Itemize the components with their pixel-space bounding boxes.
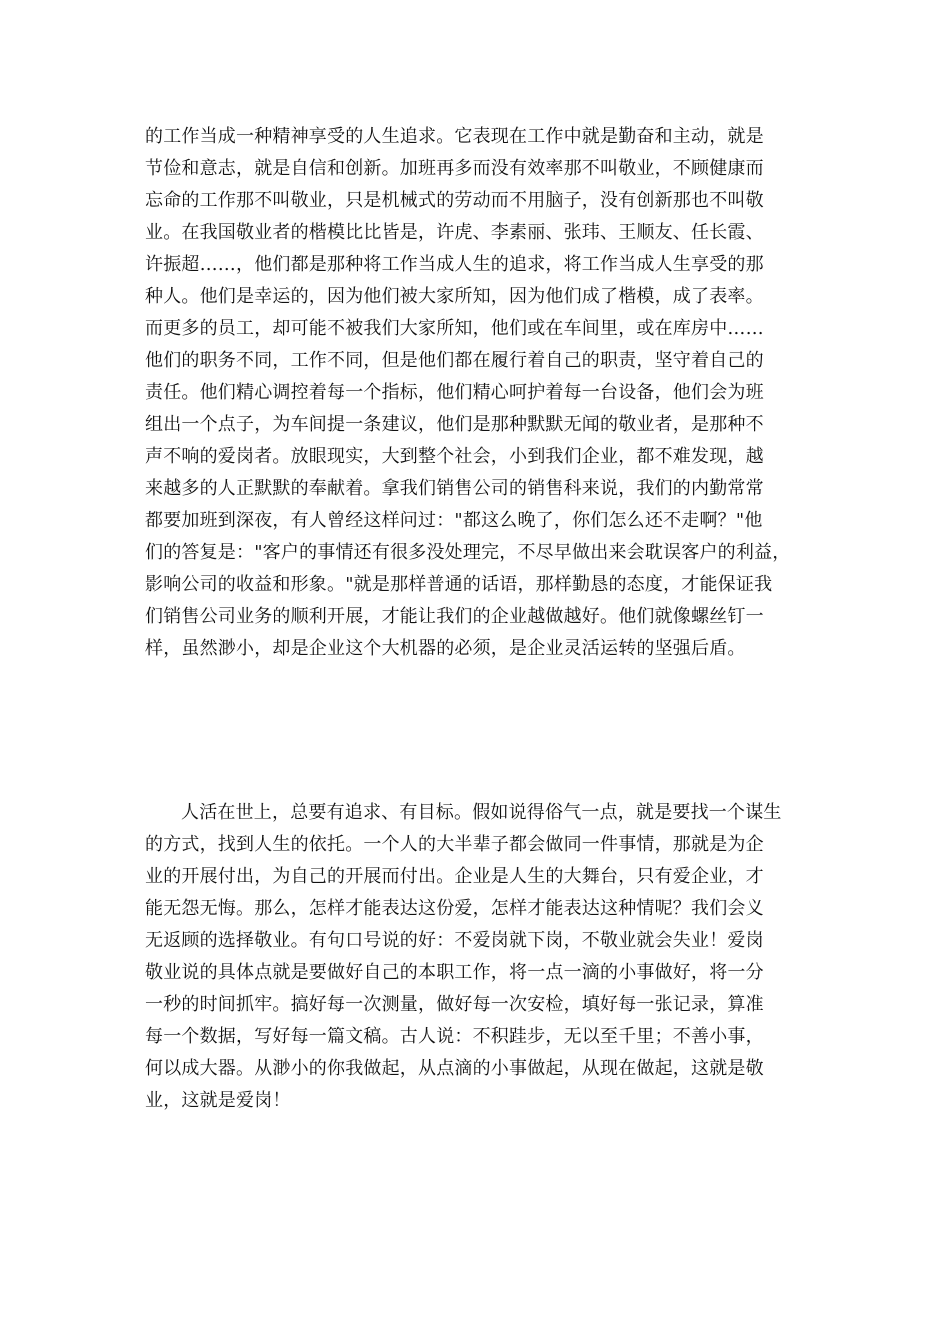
text-line: 影响公司的收益和形象。"就是那样普通的话语，那样勤恳的态度，才能保证我 (145, 574, 773, 595)
text-line: 们销售公司业务的顺利开展，才能让我们的企业越做越好。他们就像螺丝钉一 (145, 606, 764, 627)
text-line: 忘命的工作那不叫敬业，只是机械式的劳动而不用脑子，没有创新那也不叫敬 (145, 190, 764, 211)
text-line: 何以成大器。从渺小的你我做起，从点滴的小事做起，从现在做起，这就是敬 (145, 1058, 764, 1079)
text-line: 一秒的时间抓牢。搞好每一次测量，做好每一次安检，填好每一张记录，算准 (145, 994, 764, 1015)
text-line: 来越多的人正默默的奉献着。拿我们销售公司的销售科来说，我们的内勤常常 (145, 478, 764, 499)
text-line: 的工作当成一种精神享受的人生追求。它表现在工作中就是勤奋和主动，就是 (145, 126, 764, 147)
text-line: 业，这就是爱岗！ (145, 1090, 291, 1111)
text-line: 组出一个点子，为车间提一条建议，他们是那种默默无闻的敬业者，是那种不 (145, 414, 764, 435)
text-line: 都要加班到深夜，有人曾经这样问过："都这么晚了，你们怎么还不走啊？"他 (145, 510, 763, 531)
text-line: 声不响的爱岗者。放眼现实，大到整个社会，小到我们企业，都不难发现，越 (145, 446, 764, 467)
text-line: 责任。他们精心调控着每一个指标，他们精心呵护着每一台设备，他们会为班 (145, 382, 764, 403)
paragraph-2 (145, 797, 835, 1117)
text-line: 们的答复是："客户的事情还有很多没处理完，不尽早做出来会耽误客户的利益， (145, 542, 791, 563)
text-line: 样，虽然渺小，却是企业这个大机器的必须，是企业灵活运转的坚强后盾。 (145, 638, 746, 659)
text-line: 每一个数据，写好每一篇文稿。古人说：不积跬步，无以至千里；不善小事， (145, 1026, 764, 1047)
text-line: 业的开展付出，为自己的开展而付出。企业是人生的大舞台，只有爱企业，才 (145, 866, 764, 887)
text-line: 而更多的员工，却可能不被我们大家所知，他们或在车间里，或在库房中…… (145, 318, 764, 339)
text-line: 无返顾的选择敬业。有句口号说的好：不爱岗就下岗，不敬业就会失业！爱岗 (145, 930, 764, 951)
text-line: 许振超……，他们都是那种将工作当成人生的追求，将工作当成人生享受的那 (145, 254, 764, 275)
text-line: 节俭和意志，就是自信和创新。加班再多而没有效率那不叫敬业，不顾健康而 (145, 158, 764, 179)
text-line: 种人。他们是幸运的，因为他们被大家所知，因为他们成了楷模，成了表率。 (145, 286, 764, 307)
text-line: 敬业说的具体点就是要做好自己的本职工作，将一点一滴的小事做好，将一分 (145, 962, 764, 983)
text-line: 的方式，找到人生的依托。一个人的大半辈子都会做同一件事情，那就是为企 (145, 834, 764, 855)
paragraph-1 (145, 121, 835, 665)
text-line: 他们的职务不同，工作不同，但是他们都在履行着自己的职责，坚守着自己的 (145, 350, 764, 371)
text-line: 人活在世上，总要有追求、有目标。假如说得俗气一点，就是要找一个谋生 (181, 802, 782, 823)
text-line: 能无怨无悔。那么，怎样才能表达这份爱，怎样才能表达这种情呢？我们会义 (145, 898, 764, 919)
text-line: 业。在我国敬业者的楷模比比皆是，许虎、李素丽、张玮、王顺友、任长霞、 (145, 222, 764, 243)
